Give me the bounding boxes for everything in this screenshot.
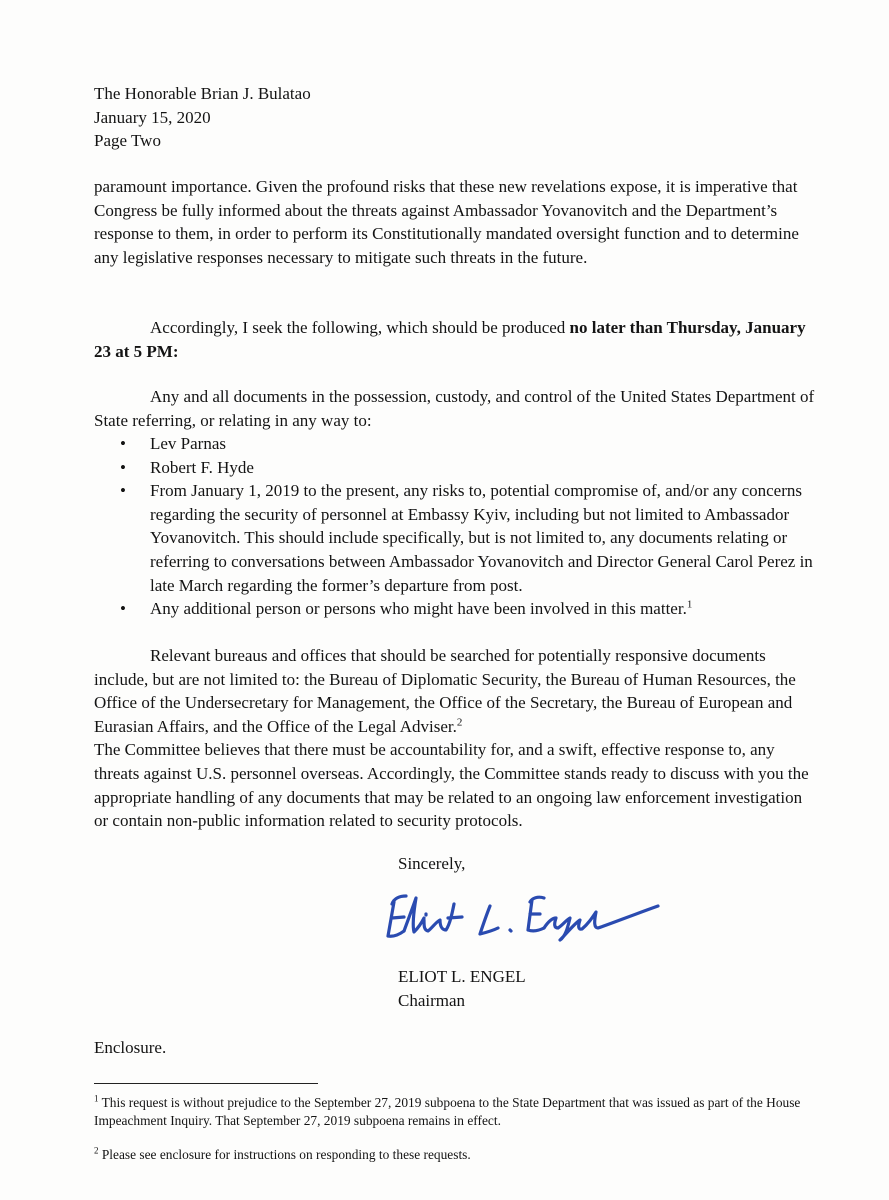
request-deadline: no later than Thursday, January 23 at 5 PM:: [94, 318, 806, 361]
signature-stroke: [528, 897, 544, 931]
signer-name: ELIOT L. ENGEL: [398, 967, 526, 986]
footnote-2-number: 2: [94, 1145, 99, 1156]
request-intro: Accordingly, I seek the following, which should be produced: [150, 318, 570, 337]
signature-stroke: [544, 906, 658, 940]
bullet-icon: •: [120, 457, 126, 477]
footnote-ref-2: 2: [456, 716, 463, 729]
enclosure-label: Enclosure.: [94, 1038, 167, 1057]
list-item: [94, 479, 816, 597]
signature-stroke: [510, 930, 511, 931]
bullet-text: Lev Parnas: [150, 434, 227, 453]
bullet-icon: •: [120, 481, 126, 501]
footnote-1-text: This request is without prejudice to the September 27, 2019 subpoena to the State Department that was issued as part of the House Impeachment Inquiry. That September 27, 2019 subpoena remains in effect.: [94, 1095, 801, 1129]
request-text: [94, 316, 816, 363]
list-item: [94, 432, 816, 456]
footnote-1-number: 1: [94, 1093, 99, 1104]
signature-image: [382, 884, 672, 944]
bullet-icon: •: [120, 434, 126, 453]
footnote-divider: [94, 1083, 318, 1084]
letter-header: [94, 82, 816, 153]
list-item: [94, 597, 816, 621]
accountability-paragraph: The Committee believes that there must be accountability for, and a swift, effective response to, any threats against U.S. personnel overseas. Accordingly, the Committee stands ready to discuss with you the appropriate handling of any documents that may be related to an ongoing law enforcement investigation or contain non-public information related to security protocols.: [94, 740, 809, 831]
signature-stroke: [404, 898, 462, 932]
bureaus-body: Relevant bureaus and offices that should be searched for potentially responsive documents include, but are not limited to: the Bureau of Diplomatic Security, the Bureau of Human Resources, the Office of the Undersecretary for Management, the Office of the Secretary, the Bureau of European and Eurasian Affairs, and the Office of the Legal Adviser.: [94, 646, 796, 736]
bullet-text: Any additional person or persons who might have been involved in this matter.: [150, 599, 687, 619]
page-number-line: Page Two: [94, 131, 161, 151]
footnote-1: [94, 1094, 810, 1131]
footnote-2-text: Please see enclosure for instructions on responding to these requests.: [98, 1147, 471, 1162]
footnote-ref-1: 1: [686, 598, 693, 611]
signature-stroke: [480, 906, 498, 934]
continued-paragraph-text: paramount importance. Given the profound risks that these new revelations expose, it is imperative that Congress be fully informed about the threats against Ambassador Yovanovitch and the Department’s response to them, in order to perform its Constitutionally mandated oversight function and to determine any legislative responses necessary to mitigate such threats in the future.: [94, 177, 799, 267]
bureaus-paragraph: [94, 644, 816, 833]
list-item: [94, 456, 816, 480]
signer-title: Chairman: [398, 991, 466, 1010]
documents-paragraph: [94, 385, 816, 432]
bullet-text: Robert F. Hyde: [150, 457, 254, 477]
request-paragraph: [94, 316, 816, 363]
documents-intro: Any and all documents in the possession, custody, and control of the United States Department of State referring, or relating in any way to:: [94, 387, 815, 430]
documents-bullet-list: [94, 432, 816, 621]
bullet-text: From January 1, 2019 to the present, any risks to, potential compromise of, and/or any concerns regarding the security of personnel at Embassy Kyiv, including but not limited to Ambassador Yovanovitch. This should include specifically, but is not limited to, any documents relating or referring to conversations between Ambassador Yovanovitch and Director General Carol Perez in late March regarding the former’s departure from post.: [150, 481, 813, 595]
footnote-2: [94, 1146, 810, 1164]
bullet-icon: •: [120, 599, 126, 619]
recipient-line: The Honorable Brian J. Bulatao: [94, 84, 311, 103]
bureaus-text: [94, 644, 816, 738]
body-paragraph-continued: [94, 175, 816, 269]
date-line: January 15, 2020: [94, 107, 211, 127]
closing-salutation: Sincerely,: [398, 854, 466, 873]
